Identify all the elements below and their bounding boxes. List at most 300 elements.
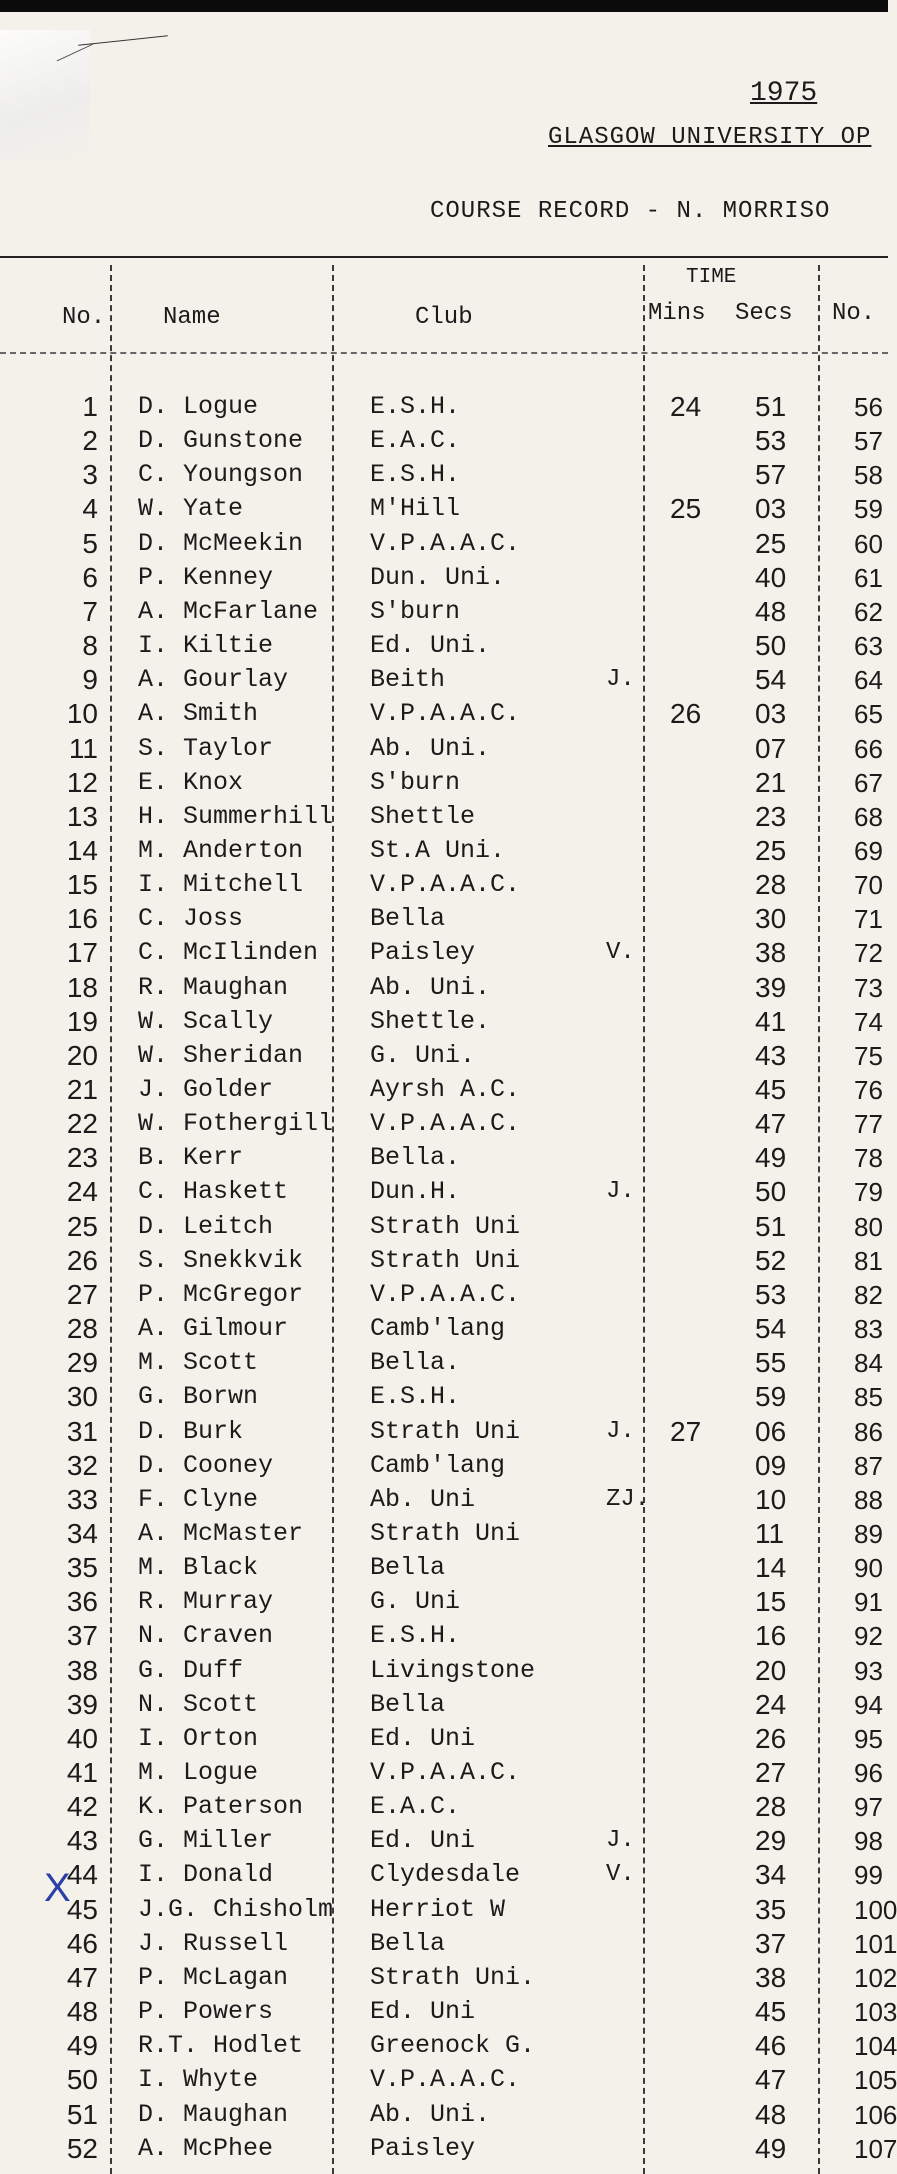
table-row — [0, 1927, 897, 1961]
row-number: 43 — [66, 1825, 98, 1857]
scan-top-edge — [0, 0, 888, 12]
runner-name: I. Whyte — [138, 2065, 259, 2095]
time-seconds: 48 — [755, 595, 787, 627]
runner-name: I. Kiltie — [138, 631, 274, 661]
time-seconds: 21 — [755, 766, 787, 798]
table-row — [0, 492, 888, 526]
row-number: 37 — [66, 1620, 98, 1652]
row-number: 32 — [66, 1449, 98, 1481]
runner-club: G. Uni. — [370, 1040, 476, 1070]
continued-number: 69 — [854, 835, 883, 866]
runner-name: B. Kerr — [138, 1143, 244, 1173]
runner-name: D. Gunstone — [138, 426, 304, 456]
time-seconds: 48 — [755, 2098, 787, 2130]
row-number: 25 — [66, 1210, 98, 1242]
continued-number: 60 — [854, 528, 883, 559]
time-seconds: 14 — [755, 1552, 787, 1584]
time-seconds: 52 — [755, 1244, 787, 1276]
time-seconds: 51 — [755, 1210, 787, 1242]
header-mins: Mins — [648, 300, 706, 327]
time-seconds: 29 — [755, 1825, 787, 1857]
runner-name: W. Sheridan — [138, 1040, 304, 1070]
row-number: 14 — [66, 834, 98, 866]
continued-number: 67 — [854, 767, 883, 798]
continued-number: 70 — [854, 870, 883, 901]
runner-club: Ab. Uni. — [370, 733, 491, 763]
time-seconds: 39 — [755, 971, 787, 1003]
table-row — [0, 1517, 888, 1551]
runner-club: Clydesdale — [370, 1860, 521, 1890]
table-row — [0, 1619, 888, 1653]
table-row — [0, 766, 888, 800]
continued-number: 74 — [854, 1006, 883, 1037]
row-number: 12 — [66, 766, 98, 798]
table-row — [0, 629, 888, 663]
continued-number: 76 — [854, 1075, 883, 1105]
header-club: Club — [415, 304, 473, 331]
runner-name: D. Leitch — [138, 1211, 274, 1241]
time-seconds: 38 — [755, 1961, 787, 1993]
runner-club: E.S.H. — [370, 1382, 461, 1412]
time-seconds: 46 — [755, 2030, 787, 2062]
runner-club: Camb'lang — [370, 1450, 506, 1480]
header-no: No. — [62, 304, 106, 331]
runner-name: A. Gilmour — [138, 1314, 289, 1344]
continued-number: 91 — [854, 1587, 883, 1618]
runner-name: P. Powers — [138, 1997, 274, 2027]
time-seconds: 27 — [755, 1757, 787, 1788]
continued-number: 97 — [854, 1792, 883, 1823]
continued-number: 77 — [854, 1109, 883, 1140]
time-seconds: 45 — [755, 1996, 787, 2028]
time-seconds: 38 — [755, 937, 787, 969]
runner-club: Bella — [370, 1928, 446, 1958]
continued-number: 95 — [854, 1723, 883, 1754]
table-row — [0, 1585, 888, 1619]
continued-number: 64 — [854, 665, 883, 696]
table-row — [0, 1824, 888, 1858]
continued-number: 106 — [854, 2099, 897, 2130]
row-number: 30 — [66, 1381, 98, 1413]
row-number: 52 — [66, 2132, 98, 2164]
row-number: 5 — [82, 527, 98, 559]
runner-club: Strath Uni — [370, 1416, 521, 1446]
time-seconds: 09 — [755, 1449, 787, 1481]
continued-number: 58 — [854, 460, 883, 491]
table-row — [0, 1380, 888, 1414]
paper-fold-corner — [0, 30, 90, 160]
runner-name: K. Paterson — [138, 1792, 304, 1822]
continued-number: 59 — [854, 494, 883, 525]
runner-name: A. McMaster — [138, 1518, 304, 1548]
table-row — [0, 971, 888, 1005]
table-row — [0, 1278, 888, 1312]
continued-number: 61 — [854, 562, 883, 593]
time-seconds: 55 — [755, 1347, 787, 1379]
table-row — [0, 834, 888, 868]
row-number: 1 — [82, 391, 98, 422]
continued-number: 88 — [854, 1484, 883, 1515]
row-number: 19 — [66, 1005, 98, 1037]
time-seconds: 50 — [755, 1176, 787, 1208]
time-seconds: 35 — [755, 1893, 787, 1925]
time-seconds: 50 — [755, 630, 787, 662]
row-number: 2 — [82, 425, 98, 457]
table-row — [0, 936, 888, 970]
row-number: 49 — [66, 2030, 98, 2062]
handwritten-x-mark: X — [44, 1866, 71, 1910]
time-seconds: 47 — [755, 2064, 787, 2096]
runner-club: Strath Uni — [370, 1518, 521, 1548]
row-number: 7 — [82, 595, 98, 627]
runner-name: M. Black — [138, 1553, 259, 1583]
time-seconds: 25 — [755, 834, 787, 866]
time-seconds: 25 — [755, 527, 787, 559]
runner-name: G. Borwn — [138, 1382, 259, 1412]
runner-name: I. Donald — [138, 1860, 274, 1890]
time-seconds: 53 — [755, 425, 787, 457]
table-row — [0, 868, 888, 902]
runner-club: Beith — [370, 665, 446, 695]
table-row — [0, 902, 888, 936]
row-number: 28 — [66, 1313, 98, 1345]
runner-club: Livingstone — [370, 1655, 536, 1685]
table-row — [0, 458, 888, 492]
runner-club: V.P.A.A.C. — [370, 1758, 521, 1787]
runner-name: M. Scott — [138, 1348, 259, 1378]
runner-club: V.P.A.A.C. — [370, 1109, 521, 1139]
continued-number: 104 — [854, 2031, 897, 2062]
continued-number: 75 — [854, 1040, 883, 1071]
table-row — [0, 1073, 888, 1107]
runner-name: M. Anderton — [138, 835, 304, 865]
table-row — [0, 2098, 897, 2132]
time-seconds: 43 — [755, 1039, 787, 1071]
header-time: TIME — [686, 266, 737, 289]
row-number: 34 — [66, 1517, 98, 1549]
runner-club: Herriot W — [370, 1894, 506, 1924]
continued-number: 89 — [854, 1518, 883, 1549]
runner-club: S'burn — [370, 767, 461, 797]
table-row — [0, 595, 888, 629]
table-row — [0, 561, 888, 595]
table-row — [0, 1483, 888, 1517]
runner-club: Paisley — [370, 938, 476, 968]
runner-name: H. Summerhill — [138, 801, 334, 831]
header-top-rule — [0, 256, 888, 258]
continued-number: 86 — [854, 1416, 883, 1447]
runner-club: Camb'lang — [370, 1314, 506, 1344]
continued-number: 73 — [854, 972, 883, 1003]
row-number: 33 — [66, 1483, 98, 1515]
runner-club: V.P.A.A.C. — [370, 699, 521, 729]
continued-number: 105 — [854, 2065, 897, 2096]
time-minutes: 24 — [670, 391, 702, 422]
continued-number: 85 — [854, 1382, 883, 1413]
row-number: 17 — [66, 937, 98, 969]
runner-name: W. Scally — [138, 1006, 274, 1036]
header-no-continued: No. — [832, 300, 876, 327]
runner-club: Ab. Uni. — [370, 972, 491, 1002]
continued-number: 65 — [854, 699, 883, 730]
row-number: 22 — [66, 1108, 98, 1140]
header-bottom-rule — [0, 352, 888, 354]
table-row — [0, 1244, 888, 1278]
runner-club: Ed. Uni — [370, 1826, 476, 1856]
time-seconds: 45 — [755, 1074, 787, 1105]
continued-number: 79 — [854, 1177, 883, 1208]
runner-name: S. Taylor — [138, 733, 274, 763]
runner-name: R. Murray — [138, 1587, 274, 1617]
table-row — [0, 1005, 888, 1039]
row-number: 3 — [82, 459, 98, 491]
time-seconds: 15 — [755, 1586, 787, 1618]
time-seconds: 34 — [755, 1859, 787, 1891]
continued-number: 71 — [854, 904, 883, 935]
runner-club: Dun. Uni. — [370, 562, 506, 592]
runner-club: Bella — [370, 1689, 446, 1719]
runner-name: A. McFarlane — [138, 596, 319, 626]
time-seconds: 28 — [755, 1791, 787, 1823]
runner-name: S. Snekkvik — [138, 1245, 304, 1275]
continued-number: 84 — [854, 1348, 883, 1379]
category-note: ZJ. — [606, 1485, 650, 1513]
table-row — [0, 1790, 888, 1824]
runner-club: V.P.A.A.C. — [370, 1279, 521, 1309]
runner-name: R. Maughan — [138, 972, 289, 1002]
time-seconds: 03 — [755, 493, 787, 525]
runner-club: Shettle. — [370, 1006, 491, 1036]
time-seconds: 49 — [755, 2132, 787, 2164]
runner-club: Greenock G. — [370, 2031, 536, 2061]
table-row — [0, 732, 888, 766]
row-number: 23 — [66, 1142, 98, 1174]
time-minutes: 27 — [670, 1415, 702, 1447]
table-row — [0, 1175, 888, 1209]
table-row — [0, 1141, 888, 1175]
runner-club: Paisley — [370, 2133, 476, 2163]
continued-number: 72 — [854, 938, 883, 969]
runner-club: E.S.H. — [370, 392, 461, 421]
table-row — [0, 1210, 888, 1244]
row-number: 31 — [66, 1415, 98, 1447]
runner-club: Strath Uni — [370, 1211, 521, 1241]
row-number: 21 — [66, 1074, 98, 1105]
runner-name: A. McPhee — [138, 2133, 274, 2163]
runner-name: M. Logue — [138, 1758, 259, 1787]
time-seconds: 16 — [755, 1620, 787, 1652]
time-seconds: 51 — [755, 391, 787, 422]
continued-number: 81 — [854, 1245, 883, 1276]
row-number: 48 — [66, 1996, 98, 2028]
time-seconds: 03 — [755, 698, 787, 730]
time-seconds: 23 — [755, 800, 787, 832]
runner-name: P. McLagan — [138, 1962, 289, 1992]
table-row — [0, 527, 888, 561]
runner-club: Ed. Uni — [370, 1997, 476, 2027]
runner-name: C. McIlinden — [138, 938, 319, 968]
category-note: V. — [606, 939, 635, 967]
time-seconds: 40 — [755, 561, 787, 593]
runner-club: V.P.A.A.C. — [370, 870, 521, 900]
runner-name: N. Craven — [138, 1621, 274, 1651]
continued-number: 93 — [854, 1655, 883, 1686]
time-minutes: 25 — [670, 493, 702, 525]
row-number: 46 — [66, 1927, 98, 1959]
runner-name: A. Gourlay — [138, 665, 289, 695]
time-seconds: 54 — [755, 1313, 787, 1345]
runner-name: A. Smith — [138, 699, 259, 729]
table-row — [0, 1346, 888, 1380]
runner-club: V.P.A.A.C. — [370, 528, 521, 558]
time-seconds: 53 — [755, 1278, 787, 1310]
table-row — [0, 800, 888, 834]
continued-number: 96 — [854, 1758, 883, 1788]
table-row — [0, 1756, 888, 1790]
table-row — [0, 1893, 897, 1927]
continued-number: 83 — [854, 1314, 883, 1345]
continued-number: 63 — [854, 631, 883, 662]
row-number: 11 — [68, 732, 98, 764]
continued-number: 90 — [854, 1553, 883, 1584]
time-seconds: 30 — [755, 903, 787, 935]
table-row — [0, 2063, 897, 2097]
category-note: V. — [606, 1861, 635, 1889]
table-row — [0, 1312, 888, 1346]
runner-name: D. Cooney — [138, 1450, 274, 1480]
table-row — [0, 1415, 888, 1449]
table-row — [0, 2029, 897, 2063]
runner-name: C. Haskett — [138, 1177, 289, 1207]
runner-club: Bella — [370, 904, 446, 934]
table-row — [0, 390, 888, 424]
runner-club: Ab. Uni. — [370, 2099, 491, 2129]
runner-club: Strath Uni. — [370, 1962, 536, 1992]
row-number: 26 — [66, 1244, 98, 1276]
runner-club: V.P.A.A.C. — [370, 2065, 521, 2095]
time-seconds: 41 — [755, 1005, 787, 1037]
time-seconds: 26 — [755, 1722, 787, 1754]
table-row — [0, 1654, 888, 1688]
row-number: 20 — [66, 1039, 98, 1071]
time-minutes: 26 — [670, 698, 702, 730]
runner-name: P. Kenney — [138, 562, 274, 592]
time-seconds: 11 — [755, 1517, 785, 1549]
time-seconds: 54 — [755, 664, 787, 696]
row-number: 36 — [66, 1586, 98, 1618]
runner-name: R.T. Hodlet — [138, 2031, 304, 2061]
time-seconds: 49 — [755, 1142, 787, 1174]
continued-number: 100 — [854, 1894, 897, 1925]
runner-club: Ed. Uni. — [370, 631, 491, 661]
row-number: 13 — [66, 800, 98, 832]
time-seconds: 59 — [755, 1381, 787, 1413]
runner-name: C. Joss — [138, 904, 244, 934]
continued-number: 56 — [854, 392, 883, 422]
runner-club: Strath Uni — [370, 1245, 521, 1275]
runner-club: E.S.H. — [370, 460, 461, 490]
runner-club: Ab. Uni — [370, 1484, 476, 1514]
header-name: Name — [163, 304, 221, 331]
time-seconds: 28 — [755, 869, 787, 901]
runner-name: G. Miller — [138, 1826, 274, 1856]
runner-name: D. Logue — [138, 392, 259, 421]
time-seconds: 24 — [755, 1688, 787, 1720]
time-seconds: 57 — [755, 459, 787, 491]
runner-club: Bella. — [370, 1143, 461, 1173]
time-seconds: 20 — [755, 1654, 787, 1686]
row-number: 15 — [66, 869, 98, 901]
category-note: J. — [606, 666, 635, 694]
row-number: 42 — [66, 1791, 98, 1823]
runner-name: E. Knox — [138, 767, 244, 797]
runner-name: J. Russell — [138, 1928, 289, 1958]
continued-number: 103 — [854, 1997, 897, 2028]
row-number: 9 — [82, 664, 98, 696]
runner-name: J.G. Chisholm — [138, 1894, 334, 1924]
row-number: 8 — [82, 630, 98, 662]
row-number: 39 — [66, 1688, 98, 1720]
time-seconds: 07 — [755, 732, 787, 764]
row-number: 18 — [66, 971, 98, 1003]
runner-club: E.A.C. — [370, 1792, 461, 1822]
continued-number: 82 — [854, 1279, 883, 1310]
table-row — [0, 1995, 897, 2029]
runner-club: Bella. — [370, 1348, 461, 1378]
table-row — [0, 1858, 888, 1892]
continued-number: 98 — [854, 1826, 883, 1857]
runner-name: W. Fothergill — [138, 1109, 334, 1139]
runner-club: M'Hill — [370, 494, 461, 524]
runner-name: I. Orton — [138, 1723, 259, 1753]
row-number: 16 — [66, 903, 98, 935]
continued-number: 57 — [854, 426, 883, 457]
runner-name: G. Duff — [138, 1655, 244, 1685]
table-row — [0, 424, 888, 458]
runner-name: D. McMeekin — [138, 528, 304, 558]
header-secs: Secs — [735, 300, 793, 327]
row-number: 4 — [82, 493, 98, 525]
continued-number: 102 — [854, 1962, 897, 1993]
table-row — [0, 2132, 897, 2166]
table-row — [0, 1107, 888, 1141]
table-row — [0, 1688, 888, 1722]
runner-club: E.A.C. — [370, 426, 461, 456]
time-seconds: 06 — [755, 1415, 787, 1447]
continued-number: 80 — [854, 1211, 883, 1242]
table-row — [0, 1551, 888, 1585]
runner-name: C. Youngson — [138, 460, 304, 490]
row-number: 38 — [66, 1654, 98, 1686]
row-number: 35 — [66, 1552, 98, 1584]
continued-number: 62 — [854, 596, 883, 627]
row-number: 41 — [66, 1757, 98, 1788]
time-seconds: 37 — [755, 1927, 787, 1959]
runner-club: G. Uni — [370, 1587, 461, 1617]
runner-name: D. Burk — [138, 1416, 244, 1446]
document-subtitle: COURSE RECORD - N. MORRISO — [430, 198, 831, 225]
runner-name: J. Golder — [138, 1075, 274, 1104]
row-number: 45 — [66, 1893, 98, 1925]
table-row — [0, 663, 888, 697]
runner-name: N. Scott — [138, 1689, 259, 1719]
runner-club: Bella — [370, 1553, 446, 1583]
document-year: 1975 — [750, 78, 818, 109]
continued-number: 66 — [854, 733, 883, 764]
continued-number: 94 — [854, 1689, 883, 1720]
runner-name: F. Clyne — [138, 1484, 259, 1514]
table-row — [0, 1039, 888, 1073]
